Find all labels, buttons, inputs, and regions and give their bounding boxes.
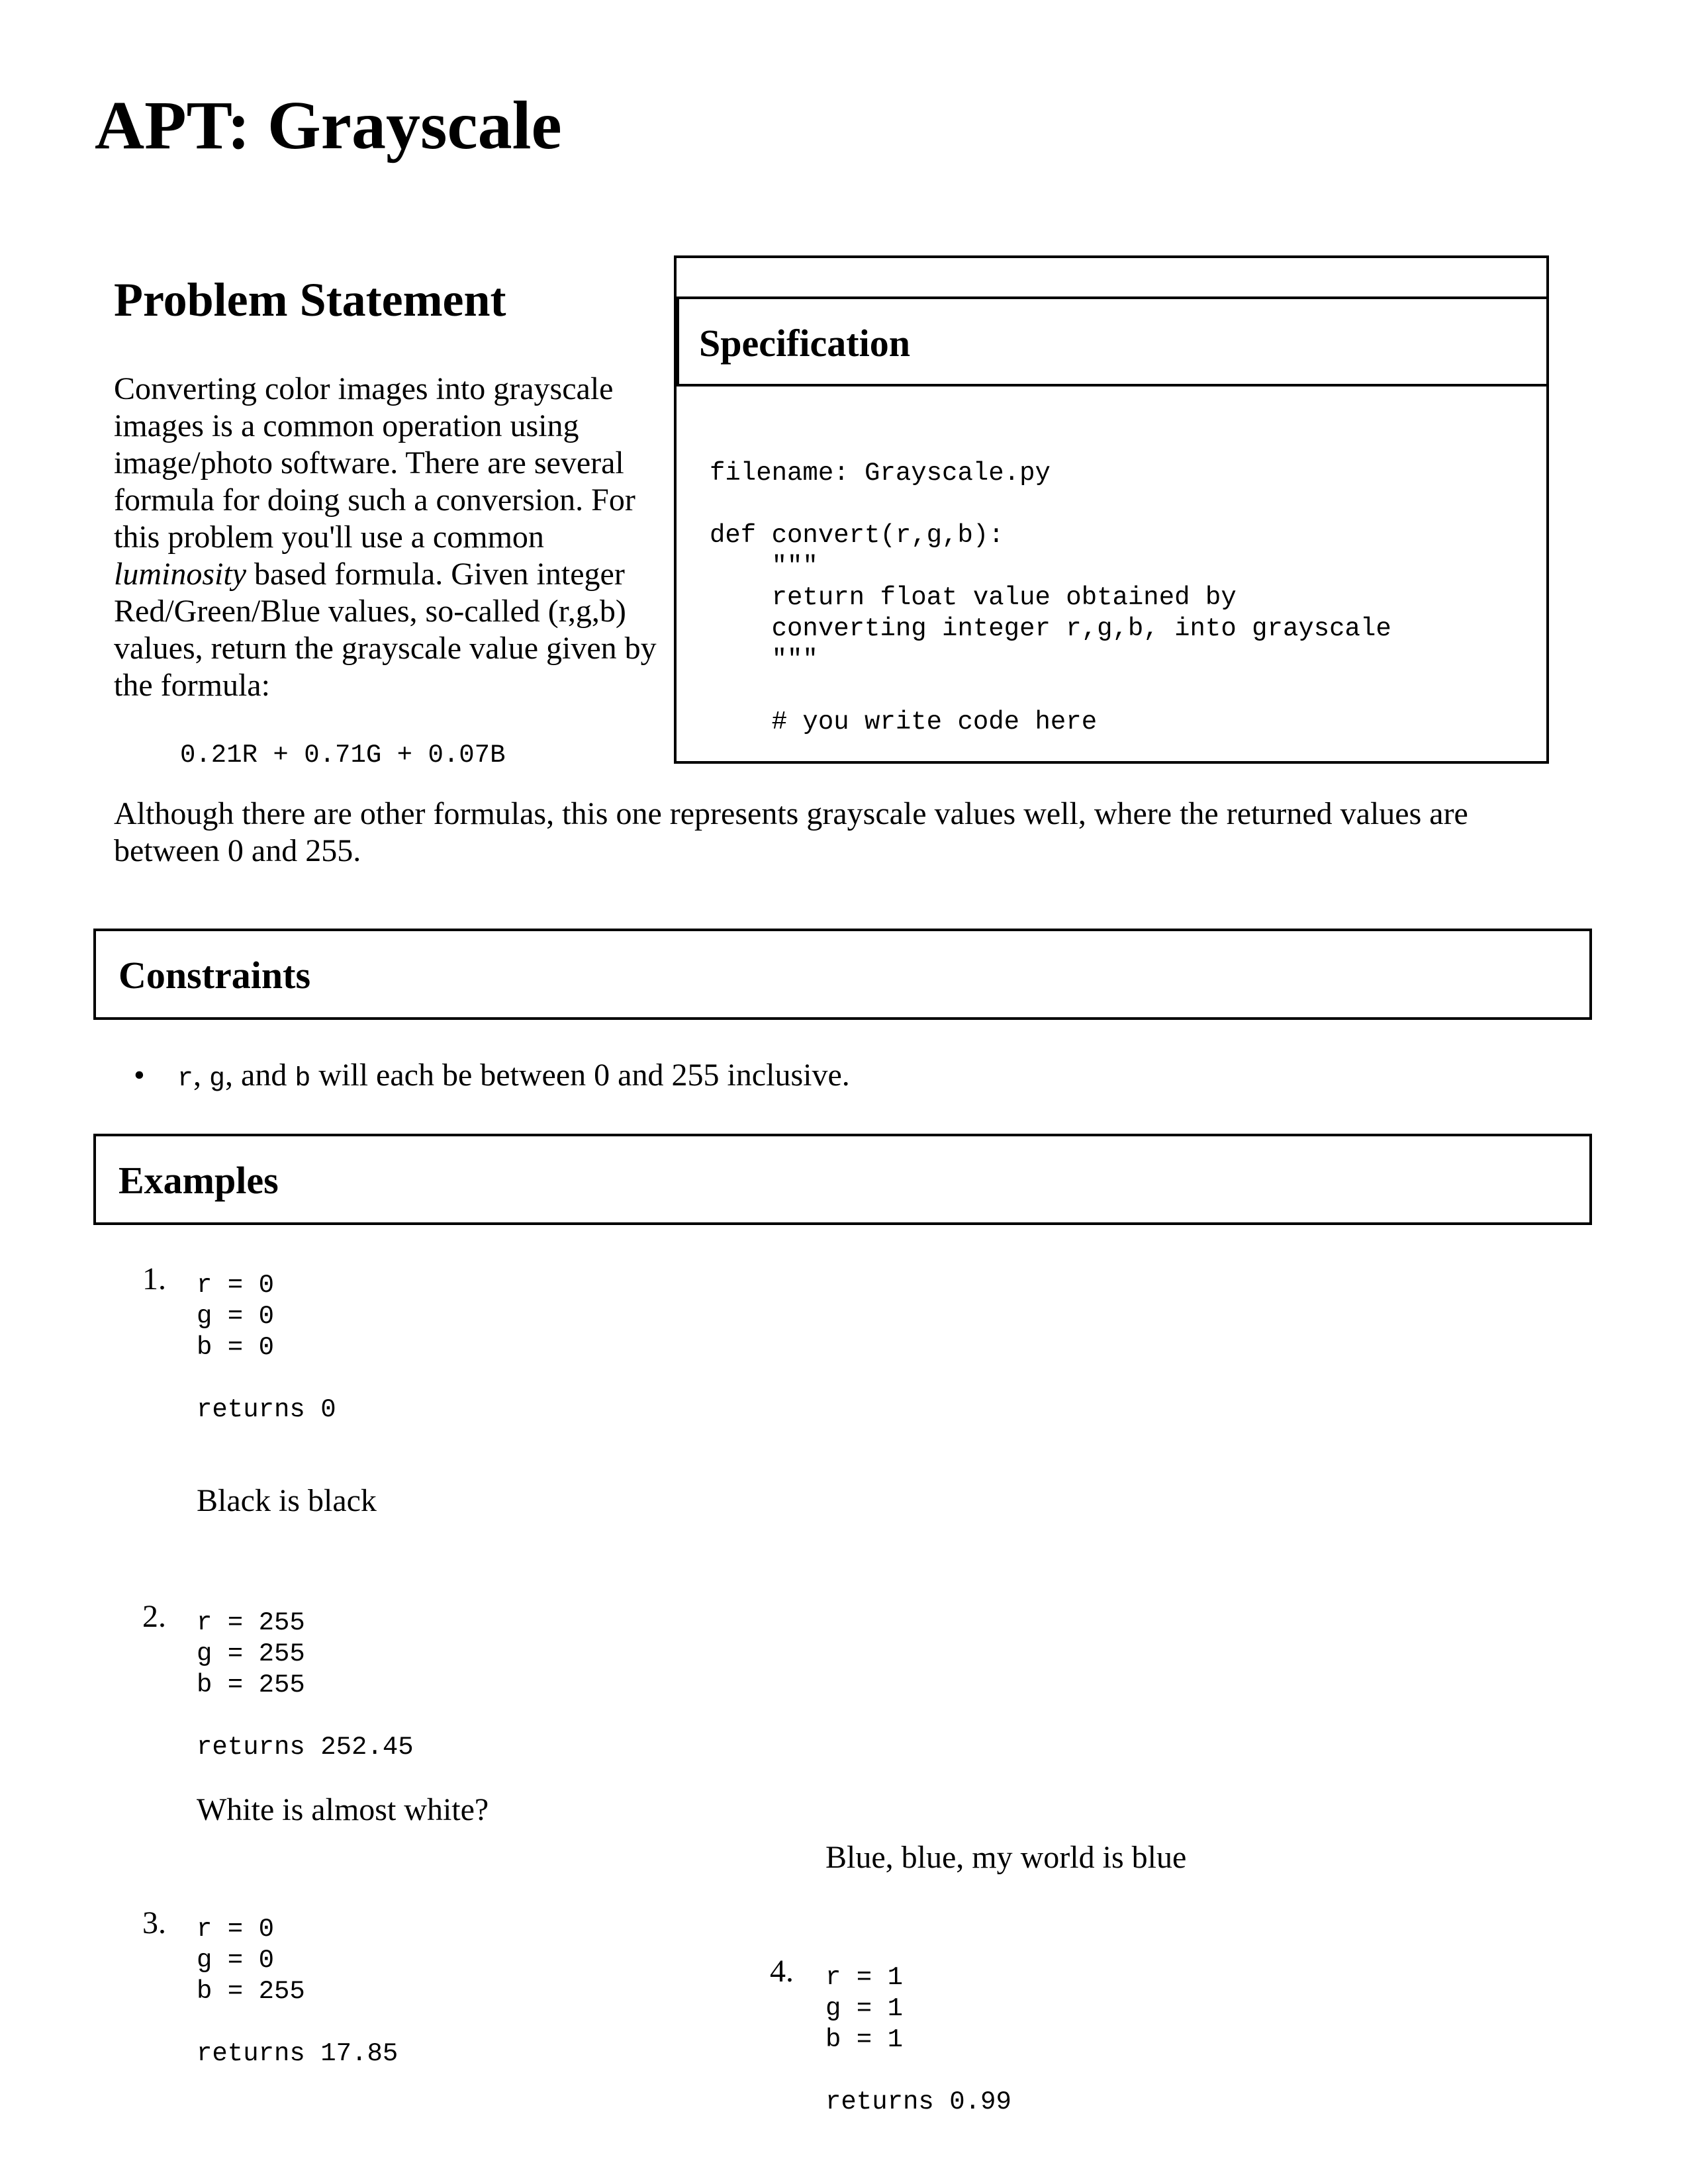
- problem-statement-followup: Although there are other formulas, this one represents grayscale values well, where the returned values are between 0 and 255.: [114, 796, 1468, 868]
- constraint-item: [134, 1057, 850, 1098]
- example-2-code: r = 255 g = 255 b = 255 returns 252.45: [197, 1608, 414, 1762]
- constraint-var-g: g: [209, 1064, 226, 1094]
- example-3-number: 3.: [142, 1905, 166, 1940]
- example-1-code: r = 0 g = 0 b = 0 returns 0: [197, 1271, 336, 1424]
- constraint-var-r: r: [177, 1064, 194, 1094]
- example-4-code: r = 1 g = 1 b = 1 returns 0.99: [825, 1963, 1011, 2116]
- specification-header: [677, 296, 1549, 387]
- example-1-number: 1.: [142, 1261, 166, 1297]
- luminosity-formula: 0.21R + 0.71G + 0.07B: [180, 741, 506, 770]
- example-2-note: White is almost white?: [197, 1792, 489, 1827]
- example-3-code: r = 0 g = 0 b = 255 returns 17.85: [197, 1915, 399, 2068]
- specification-code: filename: Grayscale.py def convert(r,g,b): """ return float value obtained by converting integer r,g,b, into grayscale """ # you write code here: [710, 459, 1391, 737]
- luminosity-emphasis: luminosity: [114, 557, 246, 592]
- problem-statement-text: [114, 371, 663, 704]
- example-4-number: 4.: [770, 1954, 794, 1989]
- example-2-number: 2.: [142, 1599, 166, 1634]
- specification-box: [674, 255, 1549, 764]
- problem-statement-heading: Problem Statement: [114, 273, 506, 326]
- constraint-separator-1: ,: [193, 1058, 210, 1093]
- problem-text-part-1: Converting color images into grayscale images is a common operation using image/photo software. There are several formula for doing such a conversion. For this problem you'll use a common: [114, 371, 635, 555]
- bullet-icon: •: [134, 1058, 145, 1093]
- constraints-header: [93, 929, 1592, 1020]
- page-title: APT: Grayscale: [95, 87, 562, 163]
- constraints-heading: Constraints: [118, 954, 311, 997]
- specification-heading: Specification: [699, 322, 910, 365]
- examples-header: [93, 1134, 1592, 1225]
- problem-text-part-2: based formula. Given integer Red/Green/Blue values, so-called (r,g,b) values, return the grayscale value given by the formula:: [114, 557, 657, 703]
- example-3-note: Blue, blue, my world is blue: [825, 1840, 1187, 1875]
- constraint-separator-2: , and: [225, 1058, 295, 1093]
- examples-heading: Examples: [118, 1159, 279, 1202]
- example-1-note: Black is black: [197, 1483, 377, 1518]
- constraint-var-b: b: [295, 1064, 311, 1094]
- constraint-text: will each be between 0 and 255 inclusive.: [310, 1058, 850, 1093]
